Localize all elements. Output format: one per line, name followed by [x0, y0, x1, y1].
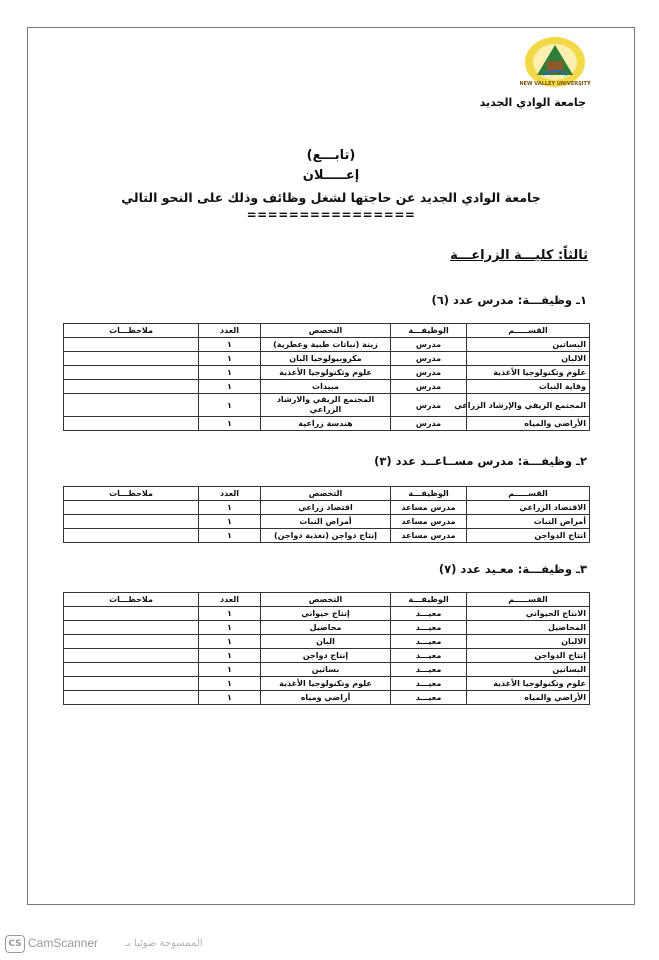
- cell-count: ١: [199, 366, 261, 380]
- cell-count: ١: [199, 515, 261, 529]
- cell-notes: [64, 515, 199, 529]
- table-row: [64, 352, 590, 366]
- table-row: [64, 607, 590, 621]
- column-header-notes: ملاحظـــات: [64, 324, 199, 338]
- table-row: [64, 380, 590, 394]
- cell-job: مدرس: [391, 380, 467, 394]
- cell-spec: أراضي ومياه: [261, 691, 391, 705]
- cell-spec: البان: [261, 635, 391, 649]
- cell-notes: [64, 352, 199, 366]
- cell-dept: الالبان: [467, 635, 590, 649]
- column-header-job: الوظيفـــة: [391, 487, 467, 501]
- table-row: [64, 691, 590, 705]
- cell-spec: إنتاج حيواني: [261, 607, 391, 621]
- cell-job: مدرس مساعد: [391, 515, 467, 529]
- cell-dept: أمراض النبات: [467, 515, 590, 529]
- column-header-count: العدد: [199, 593, 261, 607]
- cell-notes: [64, 366, 199, 380]
- column-header-spec: التخصص: [261, 487, 391, 501]
- cell-count: ١: [199, 352, 261, 366]
- column-header-notes: ملاحظـــات: [64, 487, 199, 501]
- table-header-row: [64, 487, 590, 501]
- cell-count: ١: [199, 649, 261, 663]
- cell-spec: إنتاج دواجن: [261, 649, 391, 663]
- cell-notes: [64, 394, 199, 417]
- job-heading-teaching-assistant: ٣ـ وظيفـــة: معـيد عدد (٧): [438, 562, 587, 576]
- cell-job: مدرس مساعد: [391, 529, 467, 543]
- cell-notes: [64, 635, 199, 649]
- table-row: [64, 366, 590, 380]
- cell-job: معيـــد: [391, 607, 467, 621]
- camscanner-logo-icon: CS: [5, 935, 25, 953]
- cell-notes: [64, 380, 199, 394]
- cell-count: ١: [199, 621, 261, 635]
- cell-count: ١: [199, 677, 261, 691]
- announcement-title: إعـــــلان: [302, 168, 360, 183]
- cell-notes: [64, 663, 199, 677]
- table-row: [64, 515, 590, 529]
- cell-spec: محاصيل: [261, 621, 391, 635]
- cell-spec: علوم وتكنولوجيا الأغذية: [261, 677, 391, 691]
- cell-job: معيـــد: [391, 663, 467, 677]
- cell-count: ١: [199, 691, 261, 705]
- university-logo: [519, 35, 591, 89]
- follow-label: (تابـــع): [306, 148, 356, 163]
- cell-notes: [64, 677, 199, 691]
- faculty-title: ثالثاً: كليـــة الزراعـــة: [450, 248, 588, 263]
- jobs-table-lecturer: [63, 323, 590, 431]
- cell-job: مدرس: [391, 366, 467, 380]
- column-header-dept: القســـــم: [467, 593, 590, 607]
- cell-job: مدرس: [391, 338, 467, 352]
- cell-job: معيـــد: [391, 677, 467, 691]
- job-heading-lecturer: ١ـ وظيفـــة: مدرس عدد (٦): [431, 293, 587, 307]
- cell-notes: [64, 649, 199, 663]
- cell-dept: البساتين: [467, 338, 590, 352]
- cell-dept: المحاصيل: [467, 621, 590, 635]
- table-row: [64, 338, 590, 352]
- divider-equals: ================: [246, 208, 416, 222]
- cell-dept: الأراضي والمياه: [467, 691, 590, 705]
- cell-job: مدرس مساعد: [391, 501, 467, 515]
- cell-notes: [64, 621, 199, 635]
- cell-notes: [64, 607, 199, 621]
- job-heading-assistant-lecturer: ٢ـ وظيفـــة: مدرس مســاعــد عدد (٣): [374, 454, 587, 468]
- column-header-spec: التخصص: [261, 593, 391, 607]
- jobs-table-teaching-assistant: [63, 592, 590, 705]
- cell-dept: الأراضي والمياه: [467, 417, 590, 431]
- cell-dept: الانتاج الحيواني: [467, 607, 590, 621]
- table-header-row: [64, 324, 590, 338]
- table-row: [64, 417, 590, 431]
- cell-notes: [64, 501, 199, 515]
- cell-notes: [64, 691, 199, 705]
- cell-spec: بساتين: [261, 663, 391, 677]
- cell-job: معيـــد: [391, 691, 467, 705]
- cell-count: ١: [199, 501, 261, 515]
- table-row: [64, 621, 590, 635]
- cell-dept: الاقتصاد الزراعي: [467, 501, 590, 515]
- cell-job: مدرس: [391, 394, 467, 417]
- cell-spec: زينة (نباتات طبية وعطرية): [261, 338, 391, 352]
- cell-count: ١: [199, 529, 261, 543]
- svg-text:NEW VALLEY UNIVERSITY: NEW VALLEY UNIVERSITY: [519, 81, 591, 87]
- cell-dept: وقاية النبات: [467, 380, 590, 394]
- university-name: جامعة الوادي الجديد: [479, 96, 586, 109]
- table-row: [64, 649, 590, 663]
- column-header-notes: ملاحظـــات: [64, 593, 199, 607]
- cell-dept: المجتمع الريفي والإرشاد الزراعي: [467, 394, 590, 417]
- cell-notes: [64, 529, 199, 543]
- table-row: [64, 635, 590, 649]
- cell-job: معيـــد: [391, 649, 467, 663]
- cell-job: معيـــد: [391, 621, 467, 635]
- cell-job: مدرس: [391, 417, 467, 431]
- scanned-with-label: الممسوحة ضوئيا بـ: [125, 938, 203, 949]
- cell-dept: إنتاج الدواجن: [467, 649, 590, 663]
- announcement-headline: جامعة الوادي الجديد عن حاجتها لشغل وظائف وذلك على النحو التالي: [121, 190, 541, 205]
- cell-spec: مكروبيولوجيا البان: [261, 352, 391, 366]
- cell-count: ١: [199, 394, 261, 417]
- cell-count: ١: [199, 380, 261, 394]
- table-row: [64, 394, 590, 417]
- cell-count: ١: [199, 607, 261, 621]
- cell-spec: إنتاج دواجن (تغذية دواجن): [261, 529, 391, 543]
- table-row: [64, 501, 590, 515]
- cell-spec: مبيدات: [261, 380, 391, 394]
- column-header-dept: القســـــم: [467, 324, 590, 338]
- column-header-count: العدد: [199, 324, 261, 338]
- cell-spec: اقتصاد زراعي: [261, 501, 391, 515]
- column-header-count: العدد: [199, 487, 261, 501]
- cell-spec: المجتمع الريفي والارشاد الزراعي: [261, 394, 391, 417]
- cell-dept: البساتين: [467, 663, 590, 677]
- table-row: [64, 663, 590, 677]
- cell-count: ١: [199, 338, 261, 352]
- cell-count: ١: [199, 663, 261, 677]
- cell-dept: علوم وتكنولوجيا الأغذية: [467, 677, 590, 691]
- table-row: [64, 677, 590, 691]
- table-header-row: [64, 593, 590, 607]
- cell-spec: علوم وتكنولوجيا الأغذية: [261, 366, 391, 380]
- cell-dept: علوم وتكنولوجيا الأغذية: [467, 366, 590, 380]
- table-row: [64, 529, 590, 543]
- cell-count: ١: [199, 635, 261, 649]
- cell-spec: أمراض النبات: [261, 515, 391, 529]
- jobs-table-assistant-lecturer: [63, 486, 590, 543]
- cell-notes: [64, 338, 199, 352]
- cell-dept: انتاج الدواجن: [467, 529, 590, 543]
- camscanner-brand: CamScanner: [28, 936, 99, 950]
- cell-spec: هندسة زراعية: [261, 417, 391, 431]
- cell-job: معيـــد: [391, 635, 467, 649]
- cell-count: ١: [199, 417, 261, 431]
- column-header-spec: التخصص: [261, 324, 391, 338]
- cell-notes: [64, 417, 199, 431]
- column-header-job: الوظيفـــة: [391, 593, 467, 607]
- column-header-job: الوظيفـــة: [391, 324, 467, 338]
- scanner-footer: [0, 930, 659, 960]
- column-header-dept: القســـــم: [467, 487, 590, 501]
- cell-job: مدرس: [391, 352, 467, 366]
- cell-dept: الالبان: [467, 352, 590, 366]
